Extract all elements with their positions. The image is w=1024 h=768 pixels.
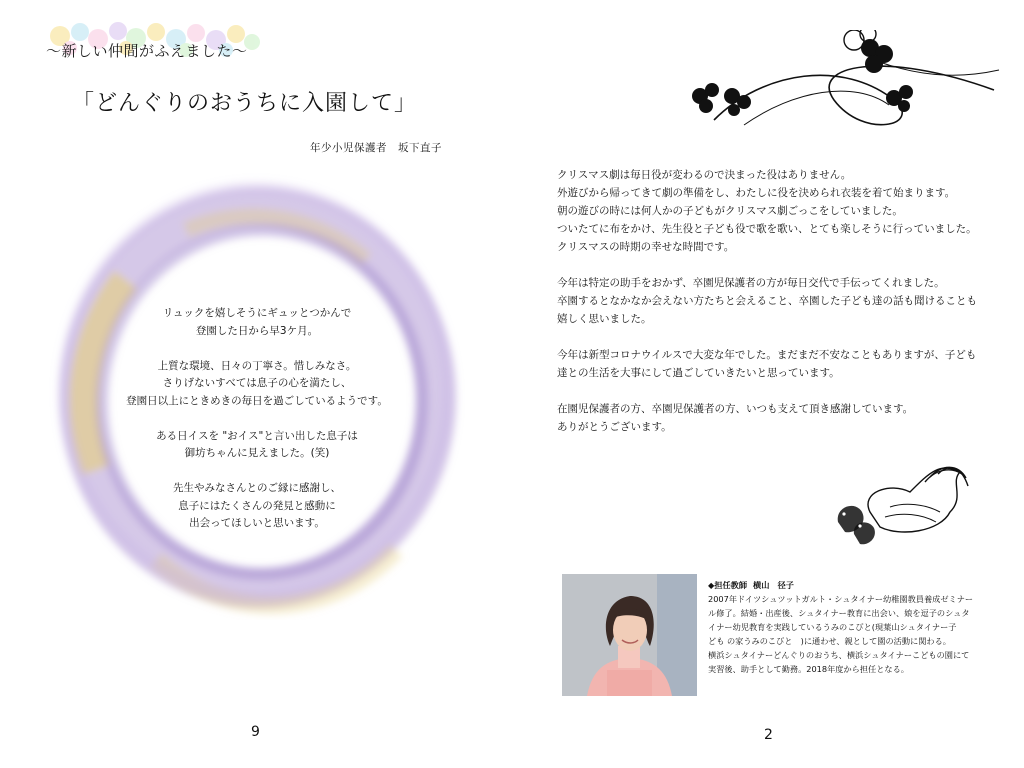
bio-line: イナー幼児教育を実践しているうみのこびと(現葉山シュタイナー子	[708, 622, 957, 632]
bio-line: ども の家うみのこびと )に通わせ、親として園の活動に関わる。	[708, 636, 951, 646]
essay-paragraph	[557, 274, 987, 328]
poem-stanza	[126, 428, 388, 463]
teacher-portrait-image	[562, 574, 697, 696]
essay-line: 在園児保護者の方、卒園児保護者の方、いつも支えて頂き感謝しています。	[557, 403, 914, 415]
bio-line: 2007年ドイツシュツットガルト・シュタイナー幼稚園教員養成ゼミナー	[708, 594, 974, 604]
poem-line: 登園した日から早3ケ月。	[195, 324, 319, 337]
page-number: 2	[764, 727, 773, 743]
section-header: ～新しい仲間がふえました～	[46, 42, 248, 60]
bio-line: 横浜シュタイナーどんぐりのおうち、横浜シュタイナーこどもの園にて	[708, 650, 970, 660]
poem-stanza	[126, 358, 388, 411]
bio-heading	[708, 578, 1014, 592]
essay-line: クリスマス劇は毎日役が変わるので決まった役はありません。	[557, 169, 852, 181]
essay-text	[557, 166, 987, 454]
essay-line: 嬉しく思いました。	[557, 313, 652, 325]
essay-line: 卒園するとなかなか会えない方たちと会えること、卒園した子ども達の話も聞けることも	[557, 295, 977, 307]
poem-line: 息子にはたくさんの発見と感動に	[178, 499, 336, 512]
poem-text	[126, 305, 388, 550]
poem-stanza	[126, 305, 388, 340]
poem-line: 御坊ちゃんに見えました。(笑)	[184, 447, 330, 459]
poem-line: さりげないすべては息子の心を満たし、	[162, 377, 352, 389]
article-title: 「どんぐりのおうちに入園して」	[72, 91, 418, 116]
bio-role: ◆担任教師	[708, 580, 748, 590]
bio-line: ル修了。結婚・出産後、シュタイナー教育に出会い、娘を逗子のシュタ	[708, 608, 970, 618]
clover-vine-illustration	[684, 30, 1004, 140]
essay-line: ありがとうございます。	[557, 421, 672, 433]
poem-line: 先生やみなさんとのご縁に感謝し、	[173, 482, 341, 494]
bio-name: 横山 径子	[753, 580, 794, 590]
poem-line: リュックを嬉しそうにギュッとつかんで	[162, 307, 352, 319]
poem-stanza	[126, 480, 388, 533]
teacher-photo	[562, 574, 697, 696]
essay-paragraph	[557, 346, 987, 382]
bio-line: 実習後、助手として勤務。2018年度から担任となる。	[708, 664, 909, 674]
teacher-bio	[708, 578, 1014, 676]
birds-illustration	[830, 452, 970, 552]
poem-line: ある日イスを "おイス"と言い出した息子は	[156, 429, 358, 442]
essay-line: 今年は特定の助手をおかず、卒園児保護者の方が毎日交代で手伝ってくれました。	[557, 277, 945, 289]
essay-paragraph	[557, 400, 987, 436]
essay-line: クリスマスの時期の幸せな時間です。	[557, 241, 735, 253]
essay-paragraph	[557, 166, 987, 256]
essay-line: 外遊びから帰ってきて劇の準備をし、わたしに役を決められ衣装を着て始まります。	[557, 187, 956, 199]
essay-line: 達との生活を大事にして過ごしていきたいと思っています。	[557, 367, 840, 379]
poem-line: 出会ってほしいと思います。	[189, 517, 325, 529]
essay-line: 朝の遊びの時には何人かの子どもがクリスマス劇ごっこをしていました。	[557, 205, 903, 217]
author-credit: 年少小児保護者 坂下直子	[310, 142, 442, 154]
poem-line: 登園日以上にときめきの毎日を過ごしているようです。	[126, 394, 388, 407]
poem-line: 上質な環境、日々の丁寧さ。惜しみなさ。	[157, 359, 357, 372]
essay-line: 今年は新型コロナウイルスで大変な年でした。まだまだ不安なこともありますが、子ども	[557, 349, 977, 361]
essay-line: ついたてに布をかけ、先生役と子ども役で歌を歌い、とても楽しそうに行っていました。	[557, 223, 977, 235]
page-number: 9	[251, 724, 260, 740]
